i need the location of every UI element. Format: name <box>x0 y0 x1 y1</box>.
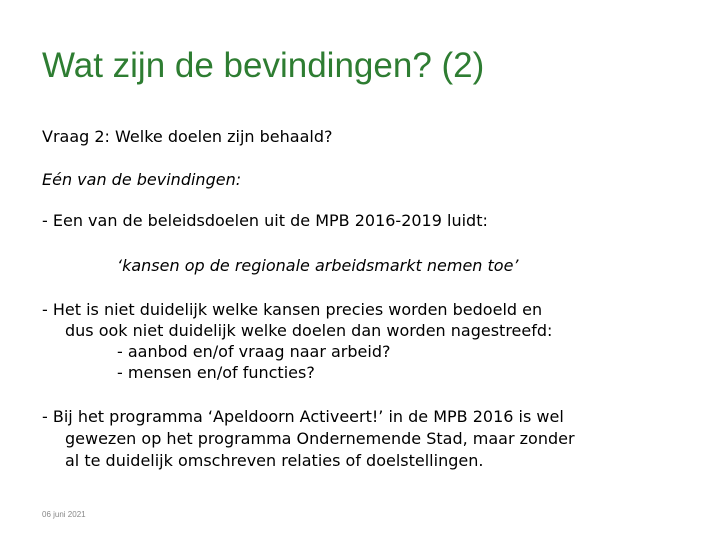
bullet-3-line-2: gewezen op het programma Ondernemende Stad, maar zonder <box>65 429 575 448</box>
policy-quote: ‘kansen op de regionale arbeidsmarkt nemen toe’ <box>117 256 519 275</box>
sub-bullet-mensen: - mensen en/of functies? <box>117 363 315 382</box>
bullet-3-line-1: - Bij het programma ‘Apeldoorn Activeert!’ in de MPB 2016 is wel <box>42 407 564 426</box>
question-text: Vraag 2: Welke doelen zijn behaald? <box>42 127 333 146</box>
bullet-1: - Een van de beleidsdoelen uit de MPB 2016-2019 luidt: <box>42 211 488 230</box>
bullet-2-line-1: - Het is niet duidelijk welke kansen precies worden bedoeld en <box>42 300 543 319</box>
bullet-2-line-2: dus ook niet duidelijk welke doelen dan worden nagestreefd: <box>65 321 553 340</box>
bullet-3-line-3: al te duidelijk omschreven relaties of doelstellingen. <box>65 451 484 470</box>
footer-date: 06 juni 2021 <box>42 510 86 519</box>
findings-subheading: Eén van de bevindingen: <box>42 170 242 189</box>
sub-bullet-aanbod: - aanbod en/of vraag naar arbeid? <box>117 342 391 361</box>
slide-title: Wat zijn de bevindingen? (2) <box>42 46 485 85</box>
